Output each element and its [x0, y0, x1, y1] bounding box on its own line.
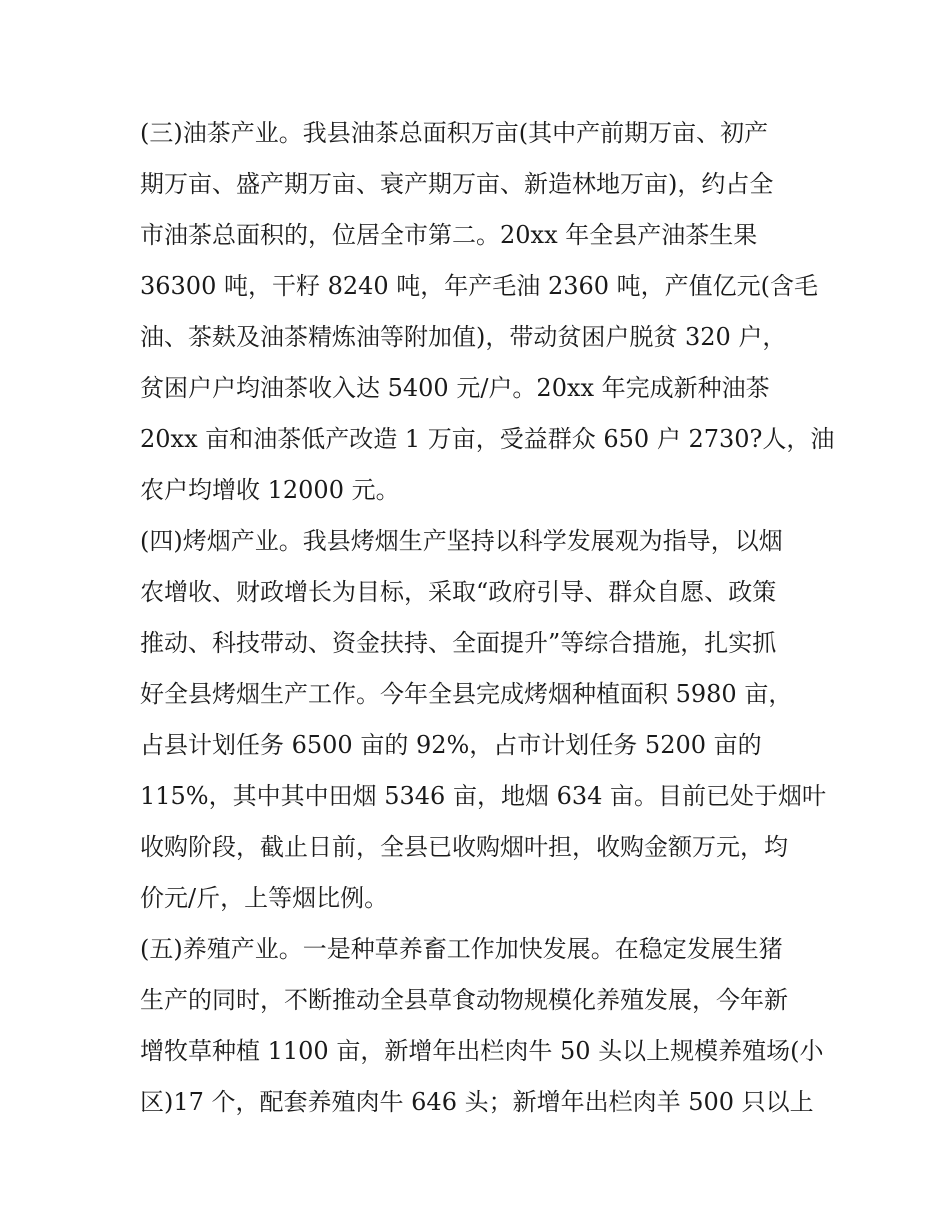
text-line: 115%，其中其中田烟 5346 亩，地烟 634 亩。目前已处于烟叶	[140, 782, 827, 810]
text-line: 36300 吨，干籽 8240 吨，年产毛油 2360 吨，产值亿元(含毛	[140, 272, 819, 300]
text-line: 收购阶段，截止日前，全县已收购烟叶担，收购金额万元，均	[140, 833, 788, 861]
text-line: 生产的同时，不断推动全县草食动物规模化养殖发展，今年新	[140, 986, 788, 1014]
document-body	[140, 108, 835, 1128]
text-line: (四)烤烟产业。我县烤烟生产坚持以科学发展观为指导，以烟	[140, 527, 783, 555]
text-line: 占县计划任务 6500 亩的 92%，占市计划任务 5200 亩的	[140, 731, 762, 759]
text-line: 贫困户户均油茶收入达 5400 元/户。20xx 年完成新种油茶	[140, 374, 770, 402]
text-line: 价元/斤，上等烟比例。	[140, 884, 389, 912]
text-line: 区)17 个，配套养殖肉牛 646 头；新增年出栏肉羊 500 只以上	[140, 1088, 814, 1116]
text-line: 20xx 亩和油茶低产改造 1 万亩，受益群众 650 户 2730?人，油	[140, 425, 835, 453]
text-line: 期万亩、盛产期万亩、衰产期万亩、新造林地万亩)，约占全	[140, 170, 774, 198]
text-line: 农户均增收 12000 元。	[140, 476, 400, 504]
text-line: (五)养殖产业。一是种草养畜工作加快发展。在稳定发展生猪	[140, 935, 783, 963]
text-line: 好全县烤烟生产工作。今年全县完成烤烟种植面积 5980 亩，	[140, 680, 793, 708]
text-line: 市油茶总面积的，位居全市第二。20xx 年全县产油茶生果	[140, 221, 758, 249]
text-line: 推动、科技带动、资金扶持、全面提升”等综合措施，扎实抓	[140, 629, 777, 657]
text-line: (三)油茶产业。我县油茶总面积万亩(其中产前期万亩、初产	[140, 119, 769, 147]
text-line: 油、茶麸及油茶精炼油等附加值)，带动贫困户脱贫 320 户，	[140, 323, 787, 351]
text-line: 增牧草种植 1100 亩，新增年出栏肉牛 50 头以上规模养殖场(小	[140, 1037, 824, 1065]
text-line: 农增收、财政增长为目标，采取“政府引导、群众自愿、政策	[140, 578, 777, 606]
